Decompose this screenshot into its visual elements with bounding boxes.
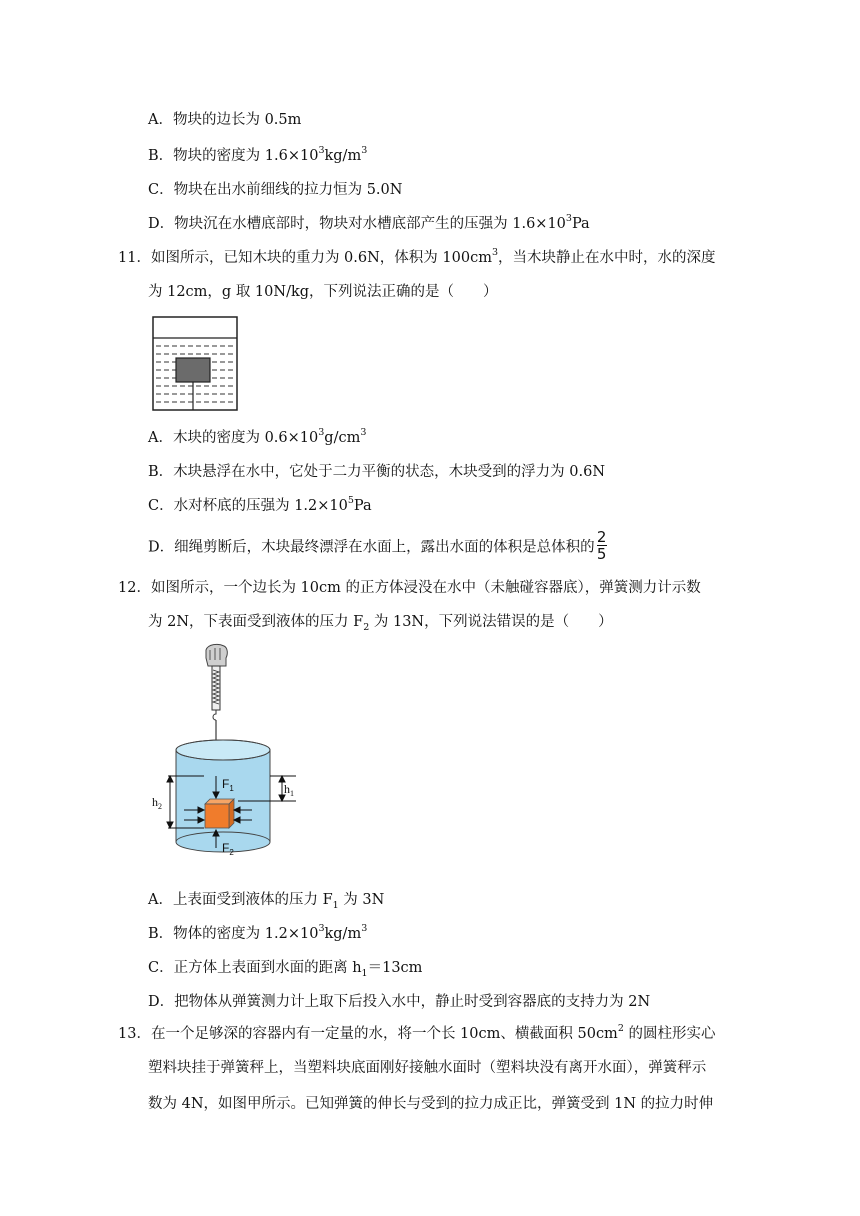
q13-stem-line1: 13．在一个足够深的容器内有一定量的水，将一个长 10cm、横截面积 $50cm^2$ 的圆柱形实心 [118,1023,716,1042]
q12-option-c: C．正方体上表面到水面的距离 $h_1=13cm$ [148,960,423,979]
q11-option-a: A．木块的密度为 $0.6\times 10^3g/cm^3$ [148,427,367,446]
q12-option-a: A．上表面受到液体的压力 $F_1$ 为 3N [148,892,385,911]
svg-text:F1: $F_1$ [222,777,234,793]
q11-stem-line1: 11．如图所示，已知木块的重力为 0.6N，体积为 $100cm^3$，当木块静止在水中时，水的深度 [118,247,716,266]
q13-stem-line3: 数为 4N，如图甲所示。已知弹簧的伸长与受到的拉力成正比，弹簧受到 1N 的拉力时伸 [148,1096,714,1112]
q11-option-c: C．水对杯底的压强为 $1.2\times 10^5Pa$ [148,495,372,514]
q12-figure-spring-scale [148,642,298,874]
fraction-two-fifths: $\frac{2}{5}$ [596,528,607,563]
q13-stem-line2: 塑料块挂于弹簧秤上，当塑料块底面刚好接触水面时（塑料块没有离开水面），弹簧秤示 [148,1060,707,1076]
q10-option-a: A．物块的边长为 0.5m [148,112,302,128]
q12-option-b: B．物体的密度为 $1.2\times 10^3kg/m^3$ [148,923,368,942]
q11-option-b: B．木块悬浮在水中，它处于二力平衡的状态，木块受到的浮力为 0.6N [148,464,606,480]
q11-stem-line2: 为 12cm，g 取 10N/kg，下列说法正确的是（ ） [148,284,498,300]
cube [205,799,234,828]
q12-stem-line1: 12．如图所示，一个边长为 10cm 的正方体浸没在水中（未触碰容器底），弹簧测力计示数 [118,580,701,596]
q11-option-d: D．细绳剪断后，木块最终漂浮在水面上，露出水面的体积是总体积的 $\frac{2}{5}$ [148,528,607,563]
q12-option-d: D．把物体从弹簧测力计上取下后投入水中，静止时受到容器底的支持力为 2N [148,994,651,1010]
water-container [176,740,270,852]
svg-text:h1: $h_1$ [284,782,294,798]
q10-option-d: D．物块沉在水槽底部时，物块对水槽底部产生的压强为 $1.6\times 10^3Pa$ [148,213,590,232]
q10-option-b: B．物块的密度为 $1.6\times 10^3kg/m^3$ [148,145,368,164]
svg-text:F2: $F_2$ [222,841,234,857]
wood-block [176,358,210,382]
hand-icon [206,644,227,666]
q12-stem-line2: 为 2N，下表面受到液体的压力 $F_2$ 为 13N，下列说法错误的是（ ） [148,614,613,633]
svg-text:h2: $h_2$ [152,795,162,811]
q10-option-c: C．物块在出水前细线的拉力恒为 5.0N [148,182,403,198]
q11-figure-beaker [152,316,240,412]
